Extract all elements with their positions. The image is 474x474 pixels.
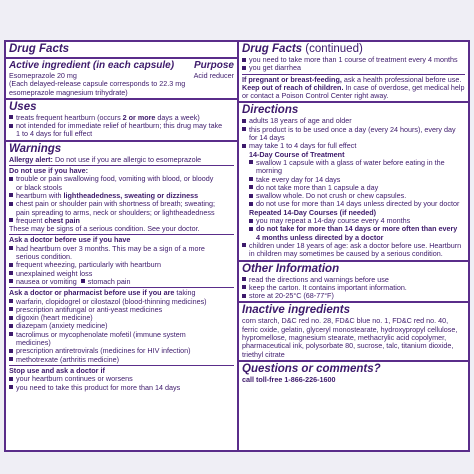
ask-pharmacist-heading: Ask a doctor or pharmacist before use if you are taking <box>9 288 196 298</box>
drug-facts-title: Drug Facts <box>9 43 70 55</box>
list-item-continued: in children may sometimes be caused by a serious condition. <box>249 249 443 259</box>
bullet-icon <box>9 115 13 119</box>
bullet-icon <box>249 160 253 164</box>
children-warning-continued: or contact a Poison Control Center right away. <box>242 91 389 101</box>
list-item: unexplained weight loss <box>9 270 234 278</box>
bullet-icon <box>9 307 13 311</box>
drug-facts-continued-title: Drug Facts (continued) <box>242 43 363 55</box>
bullet-icon <box>9 124 13 128</box>
stop-use-heading: Stop use and ask a doctor if <box>9 365 105 375</box>
warning-note: These may be signs of a serious condition. See your doctor. <box>9 224 200 234</box>
bullet-icon <box>9 246 13 250</box>
other-information-section <box>239 262 468 304</box>
list-item: treats frequent heartburn (occurs 2 or more days a week) <box>9 114 234 122</box>
bullet-icon <box>9 324 13 328</box>
active-ingredient-section <box>6 59 237 100</box>
allergy-alert: Allergy alert: Do not use if you are allergic to esomeprazole <box>9 154 202 164</box>
other-information-heading: Other Information <box>242 262 340 275</box>
bullet-icon <box>9 263 13 267</box>
list-item: you may repeat a 14-day course every 4 months <box>242 217 465 225</box>
list-item: methotrexate (arthritis medicine) <box>9 356 234 364</box>
repeat-heading: Repeated 14-Day Courses (if needed) <box>249 207 377 217</box>
ingredient-note: esomeprazole magnesium trihydrate) <box>9 87 128 97</box>
list-item-continued: medicines) <box>16 338 51 348</box>
right-column <box>239 42 468 450</box>
list-item: swallow whole. Do not crush or chew capsules. <box>242 192 465 200</box>
drug-facts-label <box>4 40 470 452</box>
bullet-icon <box>9 332 13 336</box>
directions-heading: Directions <box>242 104 299 117</box>
list-item: prescription antiretrovirals (medicines for HIV infection) <box>9 347 234 355</box>
list-item-continued: for 14 days <box>249 133 285 143</box>
list-item: tacrolimus or mycophenolate mofetil (immune system <box>9 331 234 339</box>
bullet-icon <box>9 271 13 275</box>
list-item-continued: pain spreading to arms, neck or shoulders; or lightheadedness <box>16 207 215 217</box>
inactive-ingredients-text: triethyl citrate <box>242 349 285 359</box>
list-item: chest pain or shoulder pain with shortness of breath; sweating; <box>9 200 234 208</box>
bullet-icon <box>242 127 246 131</box>
list-item: trouble or pain swallowing food, vomiting with blood, or bloody <box>9 175 234 183</box>
list-item: nausea or vomiting stomach pain <box>9 278 234 286</box>
bullet-icon <box>249 227 253 231</box>
list-item-continued: 4 months unless directed by a doctor <box>256 232 384 242</box>
bullet-icon <box>9 349 13 353</box>
background-stripe-bottom <box>0 454 474 474</box>
active-ingredient-heading: Active ingredient (in each capsule) <box>9 60 175 71</box>
list-item: frequent chest pain <box>9 217 234 225</box>
bullet-icon <box>242 285 246 289</box>
ingredient-name: Esomeprazole 20 mg <box>9 71 77 80</box>
list-item: do not use for more than 14 days unless directed by your doctor <box>242 200 465 208</box>
background-stripe-top <box>0 0 474 36</box>
bullet-icon <box>9 202 13 206</box>
list-item-continued: 1 to 4 days for full effect <box>16 129 93 139</box>
continued-section <box>239 42 468 103</box>
pregnancy-warning: If pregnant or breast-feeding, ask a health professional before use. <box>242 74 462 84</box>
list-item: prescription antifungal or anti-yeast medicines <box>9 306 234 314</box>
purpose-heading: Purpose <box>193 60 234 71</box>
bullet-icon <box>242 144 246 148</box>
list-item: warfarin, clopidogrel or cilostazol (blood-thinning medicines) <box>9 298 234 306</box>
list-item: heartburn with lightheadedness, sweating or dizziness <box>9 192 234 200</box>
directions-section <box>239 103 468 261</box>
list-item: had heartburn over 3 months. This may be a sign of a more <box>9 245 234 253</box>
list-item: adults 18 years of age and older <box>242 117 465 125</box>
list-item: you need to take this product for more than 14 days <box>9 384 234 392</box>
bullet-icon <box>9 377 13 381</box>
ingredient-purpose: Acid reducer <box>193 71 234 80</box>
drug-facts-header <box>6 42 237 59</box>
list-item: your heartburn continues or worsens <box>9 375 234 383</box>
left-column <box>6 42 239 450</box>
bullet-icon <box>249 185 253 189</box>
bullet-icon <box>242 294 246 298</box>
list-item: diazepam (anxiety medicine) <box>9 322 234 330</box>
list-item-continued: or black stools <box>16 182 62 192</box>
list-item: keep the carton. It contains important information. <box>242 284 465 292</box>
course-heading: 14-Day Course of Treatment <box>249 149 345 159</box>
bullet-icon <box>249 194 253 198</box>
list-item: you get diarrhea <box>242 64 465 72</box>
warnings-section <box>6 142 237 393</box>
list-item: digoxin (heart medicine) <box>9 314 234 322</box>
children-warning: Keep out of reach of children. In case of overdose, get medical help <box>242 82 465 92</box>
list-item: take every day for 14 days <box>242 176 465 184</box>
phone-number: call toll-free 1-866-226-1600 <box>242 374 336 384</box>
list-item: swallow 1 capsule with a glass of water before eating in the <box>242 159 465 167</box>
uses-section <box>6 100 237 142</box>
bullet-icon <box>242 58 246 62</box>
bullet-icon <box>9 357 13 361</box>
bullet-icon <box>249 219 253 223</box>
inactive-ingredients-text: corn starch, D&C red no. 28, FD&C blue no. 1, FD&C red no. 40, <box>242 316 449 326</box>
bullet-icon <box>242 66 246 70</box>
warnings-heading: Warnings <box>9 142 62 155</box>
uses-heading: Uses <box>9 100 37 113</box>
bullet-icon <box>249 177 253 181</box>
list-item: frequent wheezing, particularly with heartburn <box>9 261 234 269</box>
list-item-continued: serious condition. <box>16 252 72 262</box>
do-not-use-heading: Do not use if you have: <box>9 166 89 176</box>
inactive-ingredients-heading: Inactive ingredients <box>242 304 351 317</box>
list-item: store at 20-25°C (68-77°F) <box>242 292 465 300</box>
inactive-ingredients-text: hypromellose, magnesium stearate, methacrylic acid copolymer, <box>242 333 447 343</box>
list-item: not intended for immediate relief of heartburn; this drug may take <box>9 122 234 130</box>
bullet-icon <box>242 243 246 247</box>
list-item: this product is to be used once a day (every 24 hours), every day <box>242 126 465 134</box>
inactive-ingredients-section <box>239 303 468 361</box>
bullet-icon <box>9 299 13 303</box>
list-item: may take 1 to 4 days for full effect <box>242 142 465 150</box>
bullet-icon <box>81 279 85 283</box>
bullet-icon <box>249 202 253 206</box>
ingredient-note: (Each delayed-release capsule corresponds to 22.3 mg <box>9 79 186 89</box>
list-item: do not take more than 1 capsule a day <box>242 184 465 192</box>
list-item: read the directions and warnings before use <box>242 276 465 284</box>
bullet-icon <box>242 119 246 123</box>
list-item: do not take for more than 14 days or more often than every <box>242 225 465 233</box>
questions-section <box>239 362 468 385</box>
bullet-icon <box>242 277 246 281</box>
bullet-icon <box>9 193 13 197</box>
bullet-icon <box>9 279 13 283</box>
inactive-ingredients-text: ferric oxide, gelatin, glyceryl monostearate, hydroxypropyl cellulose, <box>242 324 458 334</box>
list-item-continued: morning <box>256 166 282 176</box>
list-item: you need to take more than 1 course of treatment every 4 months <box>242 56 465 64</box>
ask-doctor-heading: Ask a doctor before use if you have <box>9 235 131 245</box>
questions-heading: Questions or comments? <box>242 362 381 375</box>
bullet-icon <box>9 218 13 222</box>
list-item: children under 18 years of age: ask a doctor before use. Heartburn <box>242 242 465 250</box>
bullet-icon <box>9 177 13 181</box>
bullet-icon <box>9 385 13 389</box>
bullet-icon <box>9 316 13 320</box>
inactive-ingredients-text: pharmaceutical ink, polysorbate 80, sucrose, talc, titanium dioxide, <box>242 341 454 351</box>
